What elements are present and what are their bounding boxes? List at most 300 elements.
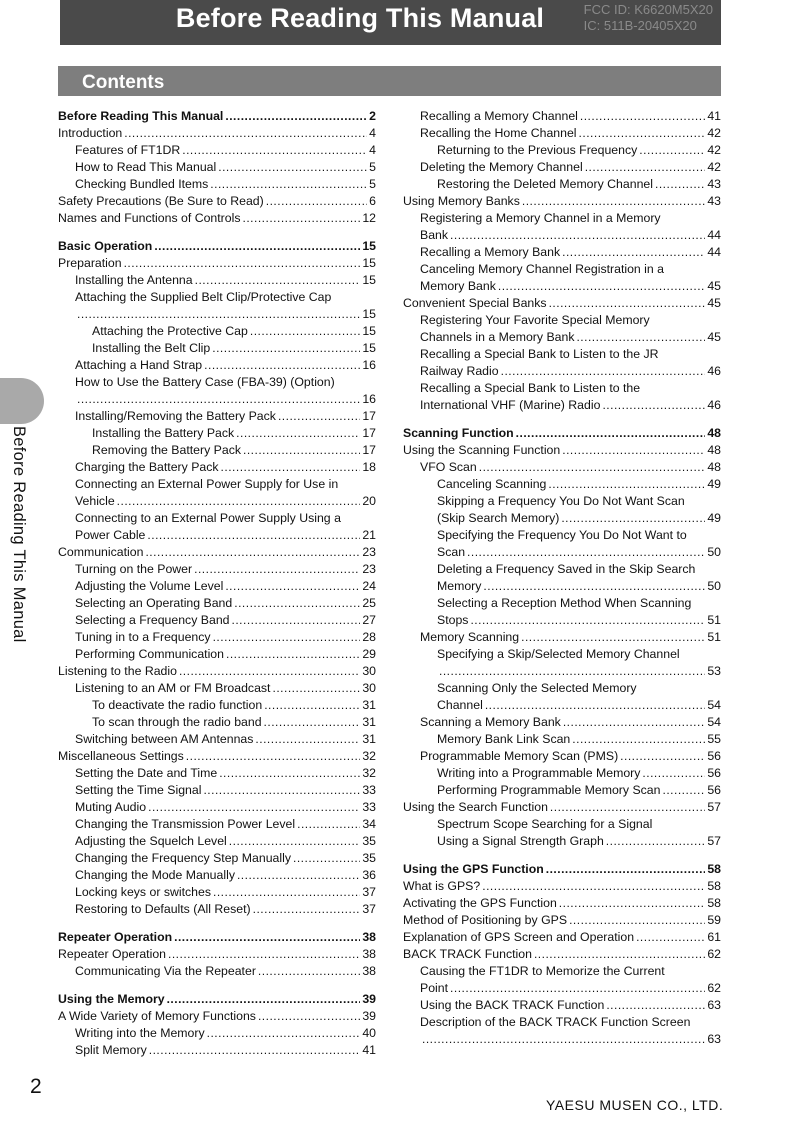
toc-page-number: 46	[707, 398, 721, 412]
toc-entry-title: Installing the Antenna	[75, 273, 193, 287]
toc-entry-title: Installing the Belt Clip	[92, 341, 211, 355]
toc-dot-leader	[636, 929, 705, 946]
toc-entry-title: Miscellaneous Settings	[58, 749, 184, 763]
toc-dot-leader	[124, 255, 361, 272]
toc-entry	[58, 176, 376, 193]
toc-entry-title: Using a Signal Strength Graph	[437, 834, 604, 848]
toc-entry	[403, 295, 721, 312]
toc-page-number: 31	[362, 732, 376, 746]
toc-page-number: 17	[362, 443, 376, 457]
toc-page-number: 16	[362, 358, 376, 372]
toc-dot-leader	[569, 912, 705, 929]
toc-entry	[403, 510, 721, 527]
toc-page-number: 4	[369, 126, 376, 140]
toc-entry	[403, 1014, 721, 1031]
toc-dot-leader	[272, 680, 360, 697]
toc-page-number: 27	[362, 613, 376, 627]
toc-entry	[58, 929, 376, 946]
toc-dot-leader	[479, 459, 706, 476]
toc-entry-title: Removing the Battery Pack	[92, 443, 241, 457]
toc-entry-title: Scanning Function	[403, 426, 514, 440]
toc-entry	[58, 425, 376, 442]
toc-entry-title: Turning on the Power	[75, 562, 193, 576]
toc-entry-title: Memory Bank	[420, 279, 496, 293]
toc-entry	[58, 578, 376, 595]
toc-entry	[403, 946, 721, 963]
toc-page-number: 37	[362, 902, 376, 916]
toc-dot-leader	[149, 1042, 361, 1059]
toc-page-number: 42	[707, 143, 721, 157]
toc-entry	[58, 255, 376, 272]
toc-entry	[403, 210, 721, 227]
toc-dot-leader	[546, 861, 706, 878]
toc-entry-title: Switching between AM Antennas	[75, 732, 254, 746]
toc-page-number: 5	[369, 177, 376, 191]
toc-page-number: 23	[362, 545, 376, 559]
toc-page-number: 48	[707, 443, 721, 457]
toc-entry-title: Memory Bank Link Scan	[437, 732, 571, 746]
toc-entry-title: Recalling a Special Bank to Listen to the JR	[420, 347, 659, 361]
toc-entry-title: Charging the Battery Pack	[75, 460, 219, 474]
toc-entry	[58, 799, 376, 816]
toc-entry-title: Scanning a Memory Bank	[420, 715, 561, 729]
toc-entry-title: Basic Operation	[58, 239, 153, 253]
toc-dot-leader	[225, 578, 360, 595]
toc-dot-leader	[562, 244, 705, 261]
toc-entry	[58, 510, 376, 527]
toc-dot-leader	[450, 227, 705, 244]
toc-page-number: 50	[707, 579, 721, 593]
toc-dot-leader	[77, 391, 360, 408]
toc-dot-leader	[602, 397, 705, 414]
toc-dot-leader	[77, 306, 360, 323]
toc-entry-title: Scanning Only the Selected Memory	[437, 681, 637, 695]
toc-entry	[403, 895, 721, 912]
toc-entry-title: Registering Your Favorite Special Memory	[420, 313, 650, 327]
toc-entry-title: Restoring to Defaults (All Reset)	[75, 902, 251, 916]
toc-entry	[58, 476, 376, 493]
toc-page-number: 39	[362, 992, 376, 1006]
toc-page-number: 31	[362, 715, 376, 729]
toc-dot-leader	[266, 193, 367, 210]
toc-entry	[58, 629, 376, 646]
toc-page-number: 57	[707, 800, 721, 814]
toc-page-number: 49	[707, 511, 721, 525]
toc-entry	[58, 714, 376, 731]
toc-page-number: 28	[362, 630, 376, 644]
toc-entry	[403, 731, 721, 748]
toc-page-number: 43	[707, 194, 721, 208]
toc-entry	[58, 991, 376, 1008]
toc-dot-leader	[522, 193, 705, 210]
toc-entry	[403, 1031, 721, 1048]
toc-dot-leader	[293, 850, 360, 867]
toc-entry	[403, 799, 721, 816]
toc-dot-leader	[179, 663, 360, 680]
toc-entry	[58, 680, 376, 697]
toc-page-number: 38	[362, 930, 376, 944]
toc-dot-leader	[482, 878, 705, 895]
toc-dot-leader	[559, 895, 706, 912]
page-number: 2	[30, 1075, 42, 1098]
toc-entry-title: To deactivate the radio function	[92, 698, 263, 712]
toc-entry-title: Power Cable	[75, 528, 146, 542]
toc-entry-title: Skipping a Frequency You Do Not Want Scan	[437, 494, 685, 508]
toc-entry	[58, 357, 376, 374]
toc-dot-leader	[258, 1008, 360, 1025]
toc-page-number: 25	[362, 596, 376, 610]
toc-entry	[58, 340, 376, 357]
toc-page-number: 54	[707, 715, 721, 729]
toc-entry-title: Method of Positioning by GPS	[403, 913, 568, 927]
toc-entry-title: Memory Scanning	[420, 630, 520, 644]
toc-entry	[403, 646, 721, 663]
toc-page-number: 59	[707, 913, 721, 927]
toc-page-number: 44	[707, 228, 721, 242]
toc-dot-leader	[450, 980, 705, 997]
toc-entry-title: Vehicle	[75, 494, 115, 508]
side-tab	[0, 378, 44, 424]
toc-entry-title: Connecting to an External Power Supply Using a	[75, 511, 341, 525]
toc-entry	[58, 108, 376, 125]
toc-page-number: 41	[707, 109, 721, 123]
toc-entry	[58, 493, 376, 510]
header-banner	[60, 0, 721, 45]
toc-page-number: 63	[707, 1032, 721, 1046]
toc-entry	[58, 142, 376, 159]
toc-entry-title: Writing into the Memory	[75, 1026, 205, 1040]
toc-entry	[58, 765, 376, 782]
toc-dot-leader	[194, 561, 360, 578]
toc-page-number: 42	[707, 160, 721, 174]
toc-dot-leader	[576, 329, 705, 346]
toc-entry-title: BACK TRACK Function	[403, 947, 532, 961]
toc-entry	[58, 306, 376, 323]
toc-page-number: 45	[707, 296, 721, 310]
toc-page-number: 2	[369, 109, 376, 123]
company-name: YAESU MUSEN CO., LTD.	[546, 1097, 724, 1113]
toc-page-number: 51	[707, 613, 721, 627]
toc-entry-title: Using the Scanning Function	[403, 443, 561, 457]
toc-entry-title: Deleting the Memory Channel	[420, 160, 583, 174]
toc-entry	[403, 476, 721, 493]
toc-dot-leader	[498, 278, 705, 295]
toc-entry	[403, 578, 721, 595]
toc-page-number: 5	[369, 160, 376, 174]
toc-entry	[403, 363, 721, 380]
toc-page-number: 23	[362, 562, 376, 576]
toc-entry-title: Safety Precautions (Be Sure to Read)	[58, 194, 264, 208]
toc-entry-title: Installing the Battery Pack	[92, 426, 235, 440]
toc-page-number: 29	[362, 647, 376, 661]
toc-entry	[58, 323, 376, 340]
toc-entry	[403, 748, 721, 765]
toc-entry-title: Using the BACK TRACK Function	[420, 998, 605, 1012]
toc-dot-leader	[297, 816, 360, 833]
toc-page-number: 6	[369, 194, 376, 208]
toc-dot-leader	[207, 1025, 361, 1042]
toc-column-left	[58, 108, 376, 1059]
toc-entry	[403, 861, 721, 878]
toc-entry	[403, 714, 721, 731]
toc-page-number: 40	[362, 1026, 376, 1040]
toc-entry-title: Memory	[437, 579, 482, 593]
toc-dot-leader	[572, 731, 705, 748]
toc-page-number: 31	[362, 698, 376, 712]
toc-column-right	[403, 108, 721, 1048]
toc-page-number: 43	[707, 177, 721, 191]
toc-page-number: 41	[362, 1043, 376, 1057]
toc-dot-leader	[620, 748, 705, 765]
toc-dot-leader	[148, 799, 360, 816]
toc-entry-title: Performing Programmable Memory Scan	[437, 783, 661, 797]
toc-dot-leader	[642, 765, 705, 782]
toc-entry-title: Returning to the Previous Frequency	[437, 143, 638, 157]
toc-dot-leader	[549, 295, 706, 312]
toc-entry	[403, 697, 721, 714]
toc-page-number: 57	[707, 834, 721, 848]
toc-dot-leader	[218, 159, 367, 176]
toc-dot-leader	[232, 612, 361, 629]
toc-entry	[403, 312, 721, 329]
toc-entry	[403, 159, 721, 176]
toc-entry	[403, 663, 721, 680]
toc-entry	[58, 391, 376, 408]
page-title: Before Reading This Manual	[175, 3, 545, 33]
toc-entry-title: To scan through the radio band	[92, 715, 262, 729]
toc-page-number: 58	[707, 879, 721, 893]
toc-entry-title: Activating the GPS Function	[403, 896, 557, 910]
toc-dot-leader	[203, 782, 360, 799]
toc-dot-leader	[234, 595, 360, 612]
toc-entry	[403, 612, 721, 629]
toc-entry-title: International VHF (Marine) Radio	[420, 398, 601, 412]
toc-page-number: 30	[362, 681, 376, 695]
toc-entry-title: Preparation	[58, 256, 122, 270]
toc-dot-leader	[606, 833, 706, 850]
toc-page-number: 34	[362, 817, 376, 831]
toc-page-number: 58	[707, 862, 721, 876]
toc-page-number: 36	[362, 868, 376, 882]
toc-entry	[58, 595, 376, 612]
toc-entry	[403, 108, 721, 125]
toc-entry	[58, 816, 376, 833]
toc-dot-leader	[124, 125, 367, 142]
toc-dot-leader	[278, 408, 360, 425]
toc-entry-title: Features of FT1DR	[75, 143, 181, 157]
toc-entry-title: Writing into a Programmable Memory	[437, 766, 641, 780]
toc-entry	[403, 997, 721, 1014]
toc-entry-title: Changing the Transmission Power Level	[75, 817, 296, 831]
toc-entry-title: Changing the Frequency Step Manually	[75, 851, 292, 865]
toc-page-number: 44	[707, 245, 721, 259]
toc-entry-title: Tuning in to a Frequency	[75, 630, 211, 644]
toc-dot-leader	[168, 946, 360, 963]
toc-entry	[58, 946, 376, 963]
toc-entry-title: Canceling Memory Channel Registration in a	[420, 262, 665, 276]
toc-entry	[58, 544, 376, 561]
toc-entry	[403, 244, 721, 261]
toc-entry	[403, 442, 721, 459]
toc-dot-leader	[213, 884, 360, 901]
toc-entry-title: Checking Bundled Items	[75, 177, 209, 191]
toc-entry	[58, 289, 376, 306]
toc-page-number: 24	[362, 579, 376, 593]
toc-entry	[58, 408, 376, 425]
toc-entry-title: Using Memory Banks	[403, 194, 520, 208]
toc-entry	[58, 272, 376, 289]
toc-entry-title: Specifying the Frequency You Do Not Want to	[437, 528, 687, 542]
toc-dot-leader	[264, 714, 361, 731]
toc-dot-leader	[167, 991, 361, 1008]
toc-dot-leader	[221, 459, 361, 476]
toc-dot-leader	[563, 714, 706, 731]
toc-page-number: 58	[707, 896, 721, 910]
toc-entry-title: Using the Search Function	[403, 800, 548, 814]
toc-entry-title: Listening to the Radio	[58, 664, 177, 678]
toc-page-number: 17	[362, 426, 376, 440]
toc-entry-title: Attaching a Hand Strap	[75, 358, 203, 372]
toc-page-number: 42	[707, 126, 721, 140]
toc-page-number: 12	[362, 211, 376, 225]
toc-entry-title: Explanation of GPS Screen and Operation	[403, 930, 635, 944]
toc-entry	[58, 612, 376, 629]
toc-page-number: 30	[362, 664, 376, 678]
toc-page-number: 35	[362, 834, 376, 848]
toc-entry	[58, 963, 376, 980]
toc-dot-leader	[145, 544, 360, 561]
toc-entry	[403, 227, 721, 244]
toc-dot-leader	[174, 929, 360, 946]
toc-page-number: 33	[362, 783, 376, 797]
toc-entry	[58, 193, 376, 210]
toc-entry-title: Recalling a Memory Channel	[420, 109, 578, 123]
toc-dot-leader	[258, 963, 360, 980]
toc-page-number: 53	[707, 664, 721, 678]
toc-entry	[403, 493, 721, 510]
toc-dot-leader	[655, 176, 705, 193]
toc-entry	[403, 544, 721, 561]
toc-page-number: 50	[707, 545, 721, 559]
toc-page-number: 39	[362, 1009, 376, 1023]
toc-dot-leader	[534, 946, 705, 963]
toc-entry-title: Repeater Operation	[58, 930, 173, 944]
toc-page-number: 46	[707, 364, 721, 378]
toc-entry	[58, 901, 376, 918]
toc-entry	[403, 261, 721, 278]
toc-dot-leader	[264, 697, 360, 714]
toc-dot-leader	[606, 997, 705, 1014]
toc-entry	[403, 782, 721, 799]
toc-dot-leader	[562, 442, 705, 459]
toc-entry-title: Connecting an External Power Supply for Use in	[75, 477, 339, 491]
toc-entry-title: Attaching the Supplied Belt Clip/Protective Cap	[75, 290, 332, 304]
toc-entry	[58, 748, 376, 765]
toc-dot-leader	[561, 510, 705, 527]
toc-dot-leader	[226, 646, 360, 663]
toc-page-number: 45	[707, 279, 721, 293]
toc-entry-title: Deleting a Frequency Saved in the Skip Search	[437, 562, 696, 576]
toc-entry	[403, 878, 721, 895]
toc-dot-leader	[117, 493, 361, 510]
toc-page-number: 63	[707, 998, 721, 1012]
toc-entry	[403, 459, 721, 476]
toc-dot-leader	[483, 578, 705, 595]
toc-entry-title: Communicating Via the Repeater	[75, 964, 256, 978]
toc-entry-title: A Wide Variety of Memory Functions	[58, 1009, 256, 1023]
toc-entry	[58, 646, 376, 663]
toc-entry-title: Specifying a Skip/Selected Memory Channel	[437, 647, 680, 661]
toc-dot-leader	[467, 544, 705, 561]
toc-page-number: 38	[362, 964, 376, 978]
toc-entry-title: Selecting a Reception Method When Scanning	[437, 596, 692, 610]
toc-entry-title: Recalling a Memory Bank	[420, 245, 561, 259]
toc-dot-leader	[253, 901, 361, 918]
toc-dot-leader	[204, 357, 360, 374]
toc-entry-title: Spectrum Scope Searching for a Signal	[437, 817, 653, 831]
toc-entry-title: Adjusting the Volume Level	[75, 579, 224, 593]
toc-entry-title: How to Use the Battery Case (FBA-39) (Option)	[75, 375, 335, 389]
toc-entry-title: Names and Functions of Controls	[58, 211, 241, 225]
fcc-id: FCC ID: K6620M5X20	[583, 2, 713, 17]
toc-page-number: 32	[362, 766, 376, 780]
toc-entry	[403, 346, 721, 363]
toc-entry-title: Installing/Removing the Battery Pack	[75, 409, 276, 423]
toc-page-number: 15	[362, 256, 376, 270]
contents-heading-bar	[58, 66, 721, 96]
toc-dot-leader	[243, 210, 361, 227]
ic-id: IC: 511B-20405X20	[583, 18, 697, 33]
toc-entry-title: Setting the Date and Time	[75, 766, 218, 780]
toc-dot-leader	[639, 142, 705, 159]
toc-entry	[403, 425, 721, 442]
toc-dot-leader	[439, 663, 705, 680]
toc-entry-title: Muting Audio	[75, 800, 147, 814]
toc-dot-leader	[195, 272, 361, 289]
toc-entry	[58, 867, 376, 884]
toc-entry-title: Channels in a Memory Bank	[420, 330, 575, 344]
toc-dot-leader	[236, 425, 360, 442]
toc-entry	[58, 731, 376, 748]
toc-dot-leader	[154, 238, 360, 255]
toc-entry-title: Performing Communication	[75, 647, 224, 661]
toc-entry	[403, 816, 721, 833]
side-tab-label: Before Reading This Manual	[10, 426, 28, 643]
toc-entry-title: Split Memory	[75, 1043, 147, 1057]
toc-entry-title: Repeater Operation	[58, 947, 167, 961]
toc-entry-title: What is GPS?	[403, 879, 481, 893]
toc-entry-title: Communication	[58, 545, 144, 559]
toc-page-number: 61	[707, 930, 721, 944]
toc-entry	[58, 210, 376, 227]
toc-page-number: 20	[362, 494, 376, 508]
toc-entry	[58, 1008, 376, 1025]
toc-entry-title: VFO Scan	[420, 460, 477, 474]
toc-page-number: 56	[707, 749, 721, 763]
contents-title: Contents	[82, 72, 165, 93]
toc-dot-leader	[210, 176, 367, 193]
toc-entry	[403, 765, 721, 782]
toc-entry-title: How to Read This Manual	[75, 160, 217, 174]
toc-entry	[58, 561, 376, 578]
toc-dot-leader	[550, 799, 705, 816]
toc-page-number: 21	[362, 528, 376, 542]
toc-page-number: 62	[707, 947, 721, 961]
toc-entry	[403, 929, 721, 946]
toc-entry	[58, 159, 376, 176]
toc-dot-leader	[662, 782, 705, 799]
toc-entry	[403, 397, 721, 414]
